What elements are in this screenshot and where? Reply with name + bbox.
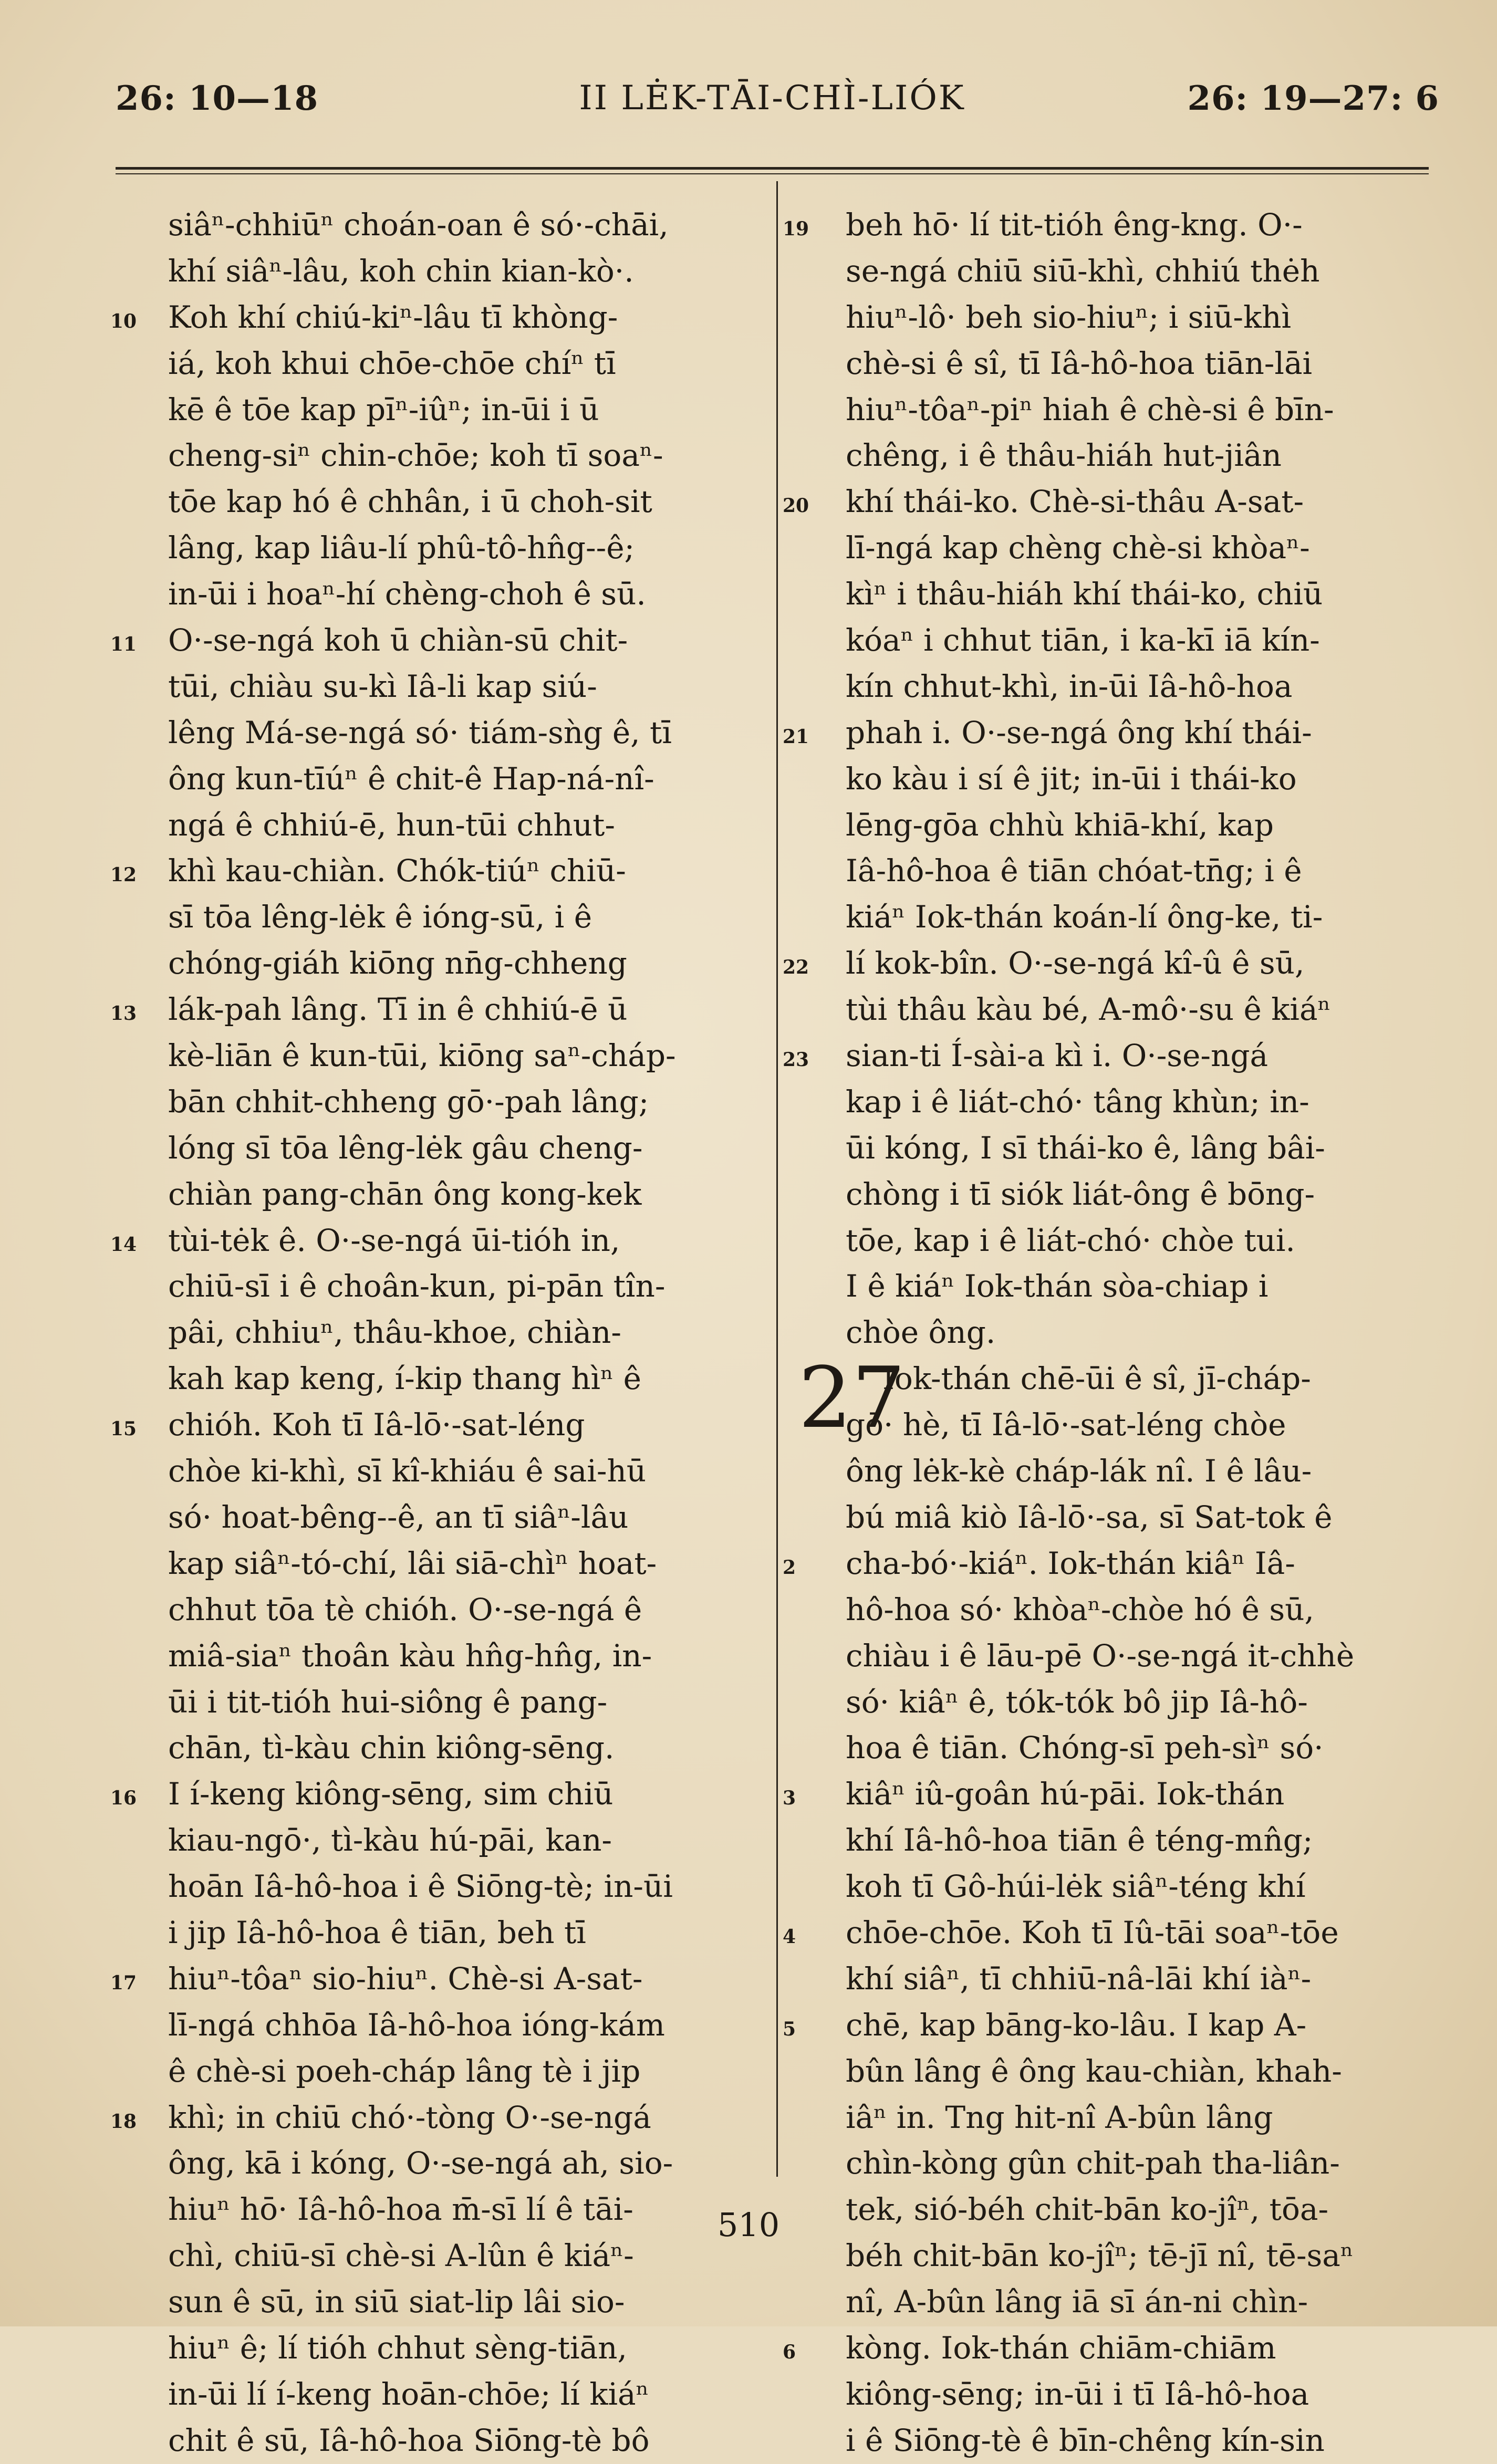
text-line [846, 433, 1444, 479]
line-text: siâⁿ-chhiūⁿ choán-oan ê só·-chāi, [168, 207, 669, 243]
text-line [846, 1310, 1444, 1356]
line-text: cheng-siⁿ chin-chōe; koh tī soaⁿ- [168, 437, 663, 474]
text-line [846, 1125, 1444, 1172]
line-text: hoa ê tiān. Chóng-sī peh-sìⁿ só· [846, 1730, 1324, 1766]
text-line [168, 1495, 751, 1541]
line-text: hiuⁿ-tôaⁿ-piⁿ hiah ê chè-si ê bīn- [846, 391, 1334, 427]
line-text: koh tī Gô-húi-lėk siâⁿ-téng khí [846, 1868, 1306, 1905]
header-rule-thin [116, 173, 1429, 174]
text-line [168, 1633, 751, 1679]
text-line [846, 1725, 1444, 1771]
line-text: tùi thâu kàu bé, A-mô·-su ê kiáⁿ [846, 991, 1331, 1028]
line-text: lák-pah lâng. Tī in ê chhiú-ē ū [168, 991, 628, 1028]
text-line [846, 387, 1444, 433]
verse-number: 2 [783, 1556, 796, 1579]
line-text: i ê Siōng-tè ê bīn-chêng kín-sin [846, 2422, 1325, 2458]
verse-number: 12 [110, 864, 137, 886]
verse-number: 3 [783, 1787, 796, 1810]
line-text: chè-si ê sî, tī Iâ-hô-hoa tiān-lāi [846, 345, 1313, 381]
verse-number: 16 [110, 1787, 137, 1810]
text-line [168, 1079, 751, 1125]
text-line [168, 2049, 751, 2095]
text-line [110, 848, 751, 894]
verse-number: 10 [110, 310, 137, 332]
text-line [846, 248, 1444, 295]
line-text: kiông-sēng; in-ūi i tī Iâ-hô-hoa [846, 2376, 1309, 2412]
text-line [846, 341, 1444, 387]
line-text: lēng-gōa chhù khiā-khí, kap [846, 807, 1274, 843]
text-line [168, 2372, 751, 2418]
text-line [846, 525, 1444, 571]
line-text: chòe ông. [846, 1314, 996, 1351]
line-text: ko kàu i sí ê jit; in-ūi i thái-ko [846, 760, 1297, 797]
text-line [846, 1495, 1444, 1541]
text-line [846, 756, 1444, 802]
text-line [110, 1402, 751, 1448]
text-line [168, 387, 751, 433]
line-text: khí siâⁿ-lâu, koh chin kian-kò·. [168, 253, 634, 289]
text-line [110, 987, 751, 1033]
verse-number: 17 [110, 1971, 137, 1994]
text-line [846, 1679, 1444, 1726]
line-text: lī-ngá kap chèng chè-si khòaⁿ- [846, 530, 1310, 566]
line-text: sī tōa lêng-lėk ê ióng-sū, i ê [168, 899, 592, 935]
line-text: iá, koh khui chōe-chōe chíⁿ tī [168, 345, 616, 381]
header-left-reference: 26: 10—18 [116, 79, 319, 118]
line-text: bú miâ kiò Iâ-lō·-sa, sī Sat-tok ê [846, 1499, 1333, 1535]
text-line [168, 1125, 751, 1172]
line-text: kiâⁿ iû-goân hú-pāi. Iok-thán [846, 1776, 1285, 1812]
line-text: Iâ-hô-hoa ê tiān chóat-tn̄g; i ê [846, 853, 1302, 889]
line-text: ông, kā i kóng, O·-se-ngá ah, sio- [168, 2145, 673, 2181]
text-line [110, 2095, 751, 2141]
line-text: kap siâⁿ-tó-chí, lâi siā-chìⁿ hoat- [168, 1545, 657, 1581]
header-right-reference: 26: 19—27: 6 [1187, 79, 1439, 118]
text-line [168, 2325, 751, 2372]
text-line [846, 1818, 1444, 1864]
line-text: pâi, chhiuⁿ, thâu-khoe, chiàn- [168, 1314, 621, 1351]
verse-number: 5 [783, 2018, 796, 2040]
text-line [846, 1864, 1444, 1910]
text-line [168, 1541, 751, 1587]
text-line [846, 2418, 1444, 2464]
line-text: chiàn pang-chān ông kong-kek [168, 1176, 642, 1212]
line-text: iâⁿ in. Tng hit-nî A-bûn lâng [846, 2099, 1273, 2135]
line-text: hiuⁿ-lô· beh sio-hiuⁿ; i siū-khì [846, 299, 1291, 335]
text-line [168, 802, 751, 849]
line-text: lóng sī tōa lêng-lėk gâu cheng- [168, 1130, 643, 1166]
text-line [168, 1910, 751, 1956]
text-line [846, 295, 1444, 341]
line-text: chêng, i ê thâu-hiáh hut-jiân [846, 437, 1282, 474]
text-line [168, 1172, 751, 1218]
line-text: kē ê tōe kap pīⁿ-iûⁿ; in-ūi i ū [168, 391, 599, 427]
text-line [846, 894, 1444, 941]
verse-number: 11 [110, 633, 137, 656]
line-text: kiau-ngō·, tì-kàu hú-pāi, kan- [168, 1822, 612, 1859]
text-line [110, 1956, 751, 2002]
text-line [168, 2279, 751, 2325]
text-line [168, 894, 751, 941]
line-text: khí siâⁿ, tī chhiū-nâ-lāi khí iàⁿ- [846, 1960, 1312, 1997]
line-text: chē, kap bāng-ko-lâu. I kap A- [846, 2007, 1307, 2043]
text-line [846, 1218, 1444, 1264]
chapter-number: 27 [798, 1349, 906, 1447]
line-text: in-ūi i hoaⁿ-hí chèng-choh ê sū. [168, 576, 646, 612]
text-line [168, 248, 751, 295]
line-text: tōe kap hó ê chhân, i ū choh-sit [168, 484, 652, 520]
text-line [168, 202, 751, 248]
line-text: khì; in chiū chó·-tòng O·-se-ngá [168, 2099, 651, 2135]
text-line [846, 802, 1444, 849]
line-text: ông kun-tīúⁿ ê chit-ê Hap-ná-nî- [168, 760, 654, 797]
text-line [846, 1264, 1444, 1310]
line-text: kín chhut-khì, in-ūi Iâ-hô-hoa [846, 668, 1293, 704]
line-text: in-ūi lí í-keng hoān-chōe; lí kiáⁿ [168, 2376, 649, 2412]
text-line [846, 1448, 1444, 1495]
line-text: chōe-chōe. Koh tī Iû-tāi soaⁿ-tōe [846, 1914, 1339, 1950]
line-text: só· hoat-bêng--ê, an tī siâⁿ-lâu [168, 1499, 629, 1535]
text-line [846, 1956, 1444, 2002]
header-book-title: II LĖK-TĀI-CHÌ-LIÓK [579, 79, 965, 118]
verse-number: 19 [783, 218, 809, 240]
text-line [846, 664, 1444, 710]
line-text: se-ngá chiū siū-khì, chhiú thėh [846, 253, 1320, 289]
line-text: chì, chiū-sī chè-si A-lûn ê kiáⁿ- [168, 2238, 634, 2274]
text-line [110, 295, 751, 341]
text-line [846, 1079, 1444, 1125]
line-text: I í-keng kiông-sēng, sim chiū [168, 1776, 614, 1812]
text-line [846, 1587, 1444, 1633]
text-line [168, 1725, 751, 1771]
line-text: chiū-sī i ê choân-kun, pi-pān tîn- [168, 1268, 666, 1304]
text-line [168, 2002, 751, 2049]
line-text: khì kau-chiàn. Chók-tiúⁿ chiū- [168, 853, 626, 889]
text-line [783, 2002, 1444, 2049]
line-text: O·-se-ngá koh ū chiàn-sū chit- [168, 622, 628, 659]
column-divider [776, 181, 778, 2177]
page-number: 510 [717, 2206, 780, 2244]
line-text: kòng. Iok-thán chiām-chiām [846, 2330, 1276, 2366]
line-text: tōe, kap i ê liát-chó· chòe tui. [846, 1222, 1295, 1258]
text-line [846, 2141, 1444, 2187]
text-line [168, 2141, 751, 2187]
line-text: ūi i tit-tióh hui-siông ê pang- [168, 1684, 608, 1720]
text-line [168, 664, 751, 710]
text-line [168, 941, 751, 987]
text-line [783, 1910, 1444, 1956]
text-line [783, 1771, 1444, 1818]
line-text: tūi, chiàu su-kì Iâ-li kap siú- [168, 668, 597, 704]
verse-number: 14 [110, 1233, 137, 1256]
line-text: hoān Iâ-hô-hoa i ê Siōng-tè; in-ūi [168, 1868, 673, 1905]
text-line [168, 525, 751, 571]
line-text: chióh. Koh tī Iâ-lō·-sat-léng [168, 1407, 585, 1443]
text-line [168, 479, 751, 525]
text-line [168, 756, 751, 802]
running-header [116, 79, 1439, 137]
line-text: lêng Má-se-ngá só· tiám-sǹg ê, tī [168, 714, 672, 750]
verse-number: 20 [783, 495, 809, 517]
line-text: phah i. O·-se-ngá ông khí thái- [846, 714, 1312, 750]
line-text: lí kok-bîn. O·-se-ngá kî-û ê sū, [846, 945, 1305, 982]
line-text: cha-bó·-kiáⁿ. Iok-thán kiâⁿ Iâ- [846, 1545, 1295, 1581]
text-line [783, 202, 1444, 248]
text-line [110, 1218, 751, 1264]
line-text: só· kiâⁿ ê, tók-tók bô jip Iâ-hô- [846, 1684, 1308, 1720]
text-line [846, 2095, 1444, 2141]
line-text: ê chè-si poeh-cháp lâng tè i jip [168, 2053, 641, 2089]
line-text: khí Iâ-hô-hoa tiān ê téng-mn̂g; [846, 1822, 1313, 1859]
line-text: chān, tì-kàu chin kiông-sēng. [168, 1730, 615, 1766]
line-text: hô-hoa só· khòaⁿ-chòe hó ê sū, [846, 1591, 1314, 1627]
line-text: ông lėk-kè cháp-lák nî. I ê lâu- [846, 1453, 1312, 1489]
line-text: chit ê sū, Iâ-hô-hoa Siōng-tè bô [168, 2422, 650, 2458]
text-line [846, 2049, 1444, 2095]
line-text: khí thái-ko. Chè-si-thâu A-sat- [846, 484, 1304, 520]
line-text: sian-ti Í-sài-a kì i. O·-se-ngá [846, 1038, 1269, 1074]
text-line [110, 618, 751, 664]
verse-number: 21 [783, 725, 809, 748]
text-line [168, 1818, 751, 1864]
line-text: lī-ngá chhōa Iâ-hô-hoa ióng-kám [168, 2007, 665, 2043]
line-text: gō· hè, tī Iâ-lō·-sat-léng chòe [846, 1407, 1286, 1443]
text-line [168, 2418, 751, 2464]
line-text: hiuⁿ hō· Iâ-hô-hoa m̄-sī lí ê tāi- [168, 2191, 633, 2228]
text-line [783, 710, 1444, 756]
text-line [168, 710, 751, 756]
verse-number: 18 [110, 2110, 137, 2133]
text-line [846, 1172, 1444, 1218]
text-line [168, 1679, 751, 1726]
line-text: chòe ki-khì, sī kî-khiáu ê sai-hū [168, 1453, 647, 1489]
text-line [168, 1033, 751, 1079]
text-line [168, 341, 751, 387]
header-rule-thick [116, 167, 1429, 170]
line-text: nî, A-bûn lâng iā sī án-ni chìn- [846, 2284, 1308, 2320]
verse-number: 15 [110, 1418, 137, 1440]
verse-number: 6 [783, 2341, 796, 2363]
line-text: I ê kiáⁿ Iok-thán sòa-chiap i [846, 1268, 1269, 1304]
line-text: miâ-siaⁿ thoân kàu hn̂g-hn̂g, in- [168, 1637, 652, 1674]
text-line [168, 571, 751, 618]
text-line [783, 941, 1444, 987]
text-line [846, 848, 1444, 894]
line-text: kiáⁿ Iok-thán koán-lí ông-ke, ti- [846, 899, 1323, 935]
line-text: kah kap keng, í-kip thang hìⁿ ê [168, 1361, 641, 1397]
line-text: kè-liān ê kun-tūi, kiōng saⁿ-cháp- [168, 1038, 676, 1074]
line-text: Koh khí chiú-kiⁿ-lâu tī khòng- [168, 299, 618, 335]
text-line [168, 1264, 751, 1310]
line-text: bān chhit-chheng gō·-pah lâng; [168, 1083, 649, 1120]
text-line [783, 2325, 1444, 2372]
text-line [846, 2372, 1444, 2418]
line-text: chhut tōa tè chióh. O·-se-ngá ê [168, 1591, 642, 1627]
right-text-column [783, 202, 1444, 2464]
text-line [168, 1310, 751, 1356]
line-text: kap i ê liát-chó· tâng khùn; in- [846, 1083, 1309, 1120]
text-line [168, 1356, 751, 1402]
text-line [846, 2279, 1444, 2325]
text-line [168, 1864, 751, 1910]
line-text: béh chit-bān ko-jîⁿ; tē-jī nî, tē-saⁿ [846, 2238, 1354, 2274]
text-line [783, 1033, 1444, 1079]
line-text: hiuⁿ ê; lí tióh chhut sèng-tiān, [168, 2330, 627, 2366]
line-text: kìⁿ i thâu-hiáh khí thái-ko, chiū [846, 576, 1323, 612]
verse-number: 4 [783, 1925, 796, 1948]
verse-number: 13 [110, 1003, 137, 1025]
line-text: chòng i tī siók liát-ông ê bōng- [846, 1176, 1315, 1212]
line-text: lâng, kap liâu-lí phû-tô-hn̂g--ê; [168, 530, 635, 566]
line-text: chóng-giáh kiōng nn̄g-chheng [168, 945, 627, 982]
text-line [110, 1771, 751, 1818]
line-text: ngá ê chhiú-ē, hun-tūi chhut- [168, 807, 615, 843]
text-line [168, 1448, 751, 1495]
line-text: tek, sió-béh chit-bān ko-jîⁿ, tōa- [846, 2191, 1329, 2228]
line-text: sun ê sū, in siū siat-lip lâi sio- [168, 2284, 625, 2320]
line-text: beh hō· lí tit-tióh êng-kng. O·- [846, 207, 1303, 243]
line-text: chiàu i ê lāu-pē O·-se-ngá it-chhè [846, 1637, 1355, 1674]
text-line [846, 987, 1444, 1033]
text-line [168, 1587, 751, 1633]
line-text: Iok-thán chē-ūi ê sî, jī-cháp- [882, 1361, 1311, 1397]
line-text: i jip Iâ-hô-hoa ê tiān, beh tī [168, 1914, 586, 1950]
line-text: hiuⁿ-tôaⁿ sio-hiuⁿ. Chè-si A-sat- [168, 1960, 643, 1997]
text-line [168, 433, 751, 479]
text-line [846, 571, 1444, 618]
text-line [846, 1633, 1444, 1679]
line-text: bûn lâng ê ông kau-chiàn, khah- [846, 2053, 1342, 2089]
left-text-column [110, 202, 751, 2464]
text-line [846, 1402, 1444, 1448]
text-line [783, 1541, 1444, 1587]
verse-number: 22 [783, 956, 809, 979]
line-text: chìn-kòng gûn chit-pah tha-liân- [846, 2145, 1340, 2181]
line-text: tùi-tėk ê. O·-se-ngá ūi-tióh in, [168, 1222, 620, 1258]
text-line [846, 618, 1444, 664]
line-text: kóaⁿ i chhut tiān, i ka-kī iā kín- [846, 622, 1320, 659]
line-text: ūi kóng, I sī thái-ko ê, lâng bâi- [846, 1130, 1325, 1166]
verse-number: 23 [783, 1049, 809, 1071]
text-line [783, 479, 1444, 525]
